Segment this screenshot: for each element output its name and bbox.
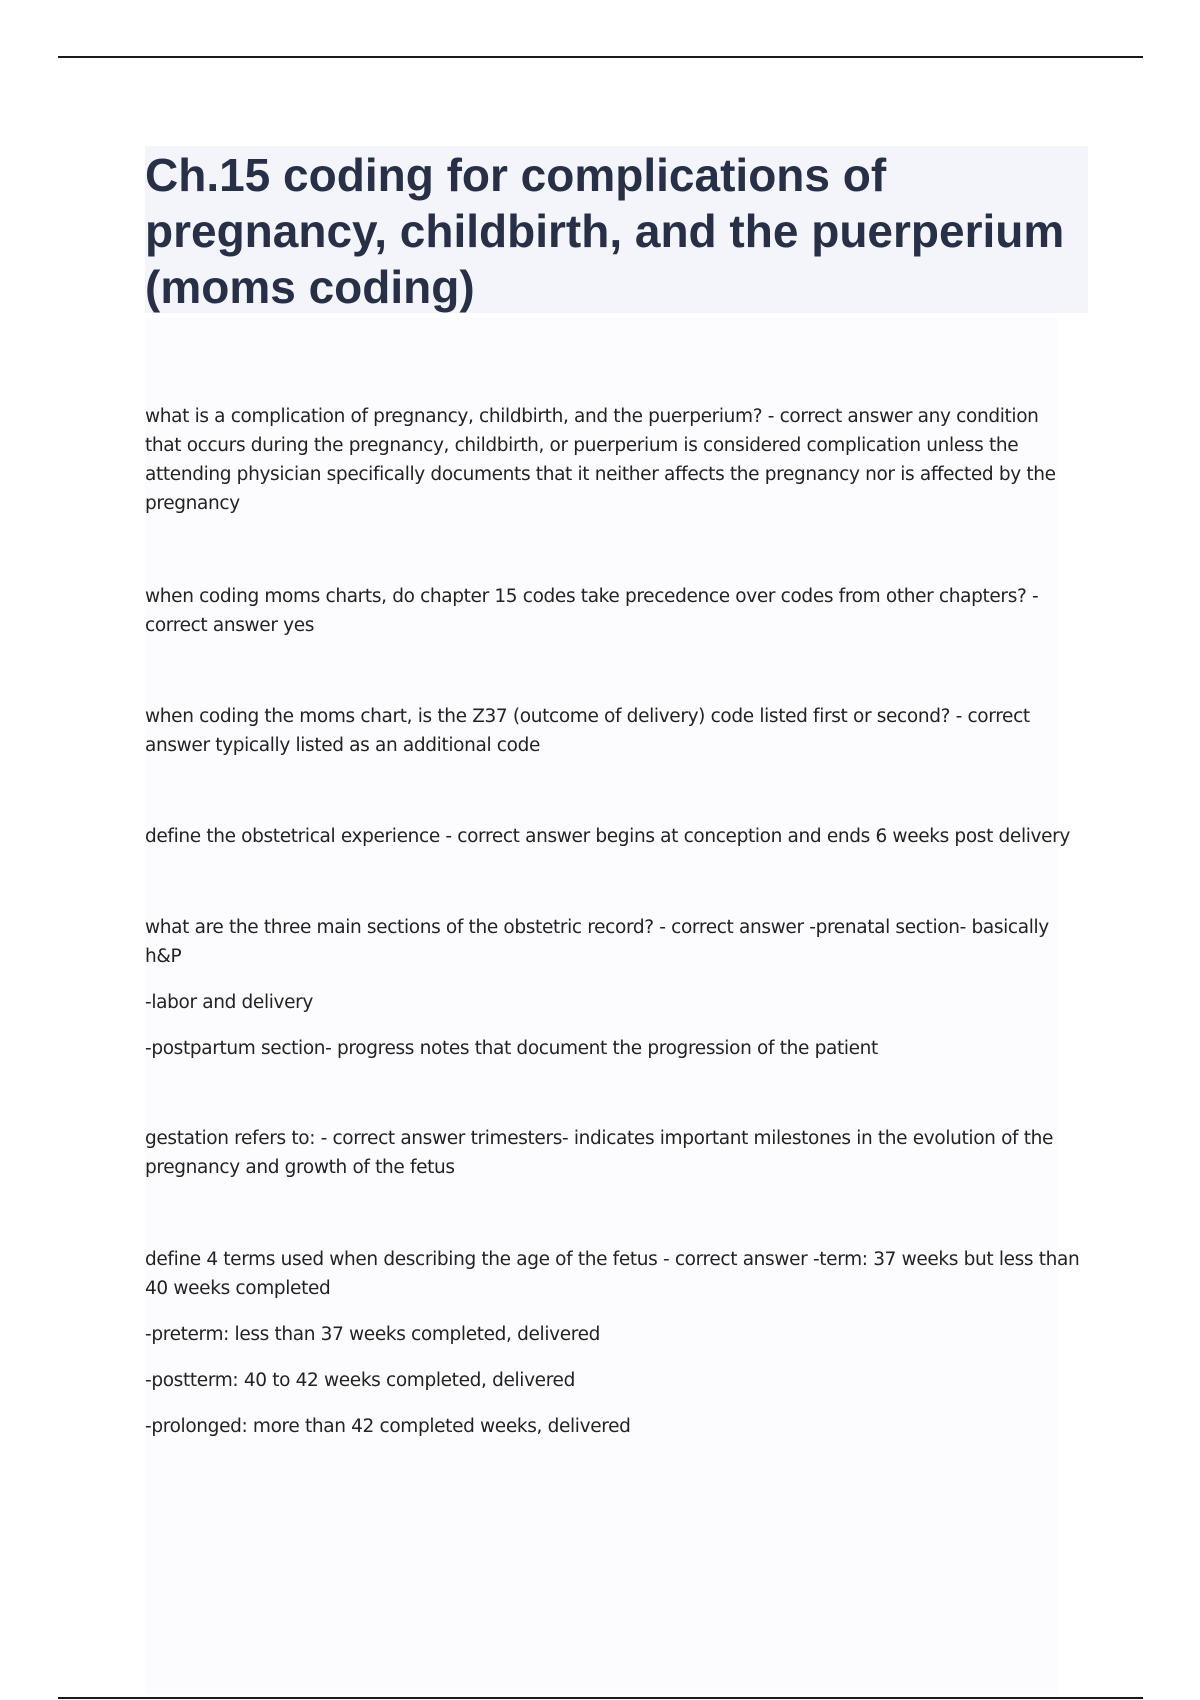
qa-text: define 4 terms used when describing the age of the fetus - correct answer -term: 37 weeks but less than 40 weeks completed: [145, 1249, 1080, 1299]
qa-item-6: [145, 1124, 1080, 1182]
qa-text: what are the three main sections of the obstetric record? - correct answer -prenatal section- basically h&P: [145, 917, 1049, 967]
qa-item-4: [145, 822, 1080, 851]
qa-item-7: [145, 1245, 1080, 1441]
top-rule: [58, 56, 1143, 58]
qa-item-5: [145, 913, 1080, 1063]
qa-item-2: [145, 582, 1080, 640]
qa-subline: -prolonged: more than 42 completed weeks, delivered: [145, 1416, 631, 1437]
title-block: [145, 146, 1088, 313]
qa-text: gestation refers to: - correct answer trimesters- indicates important milestones in the evolution of the pregnancy and growth of the fetus: [145, 1128, 1054, 1178]
qa-text: when coding the moms chart, is the Z37 (outcome of delivery) code listed first or second? - correct answer typically listed as an additional code: [145, 706, 1030, 756]
qa-text: when coding moms charts, do chapter 15 codes take precedence over codes from other chapters? - correct answer yes: [145, 586, 1039, 636]
qa-text: define the obstetrical experience - correct answer begins at conception and ends 6 weeks post delivery: [145, 826, 1071, 847]
qa-item-3: [145, 702, 1080, 760]
qa-subline: -preterm: less than 37 weeks completed, delivered: [145, 1324, 601, 1345]
qa-subline: -labor and delivery: [145, 992, 314, 1013]
qa-subline: -postterm: 40 to 42 weeks completed, delivered: [145, 1370, 575, 1391]
bottom-rule: [58, 1697, 1143, 1699]
qa-subline: -postpartum section- progress notes that document the progression of the patient: [145, 1038, 878, 1059]
qa-item-1: [145, 402, 1080, 518]
qa-text: what is a complication of pregnancy, childbirth, and the puerperium? - correct answer any condition that occurs during the pregnancy, childbirth, or puerperium is considered complication unless the attending physician specifically documents that it neither affects the pregnancy nor is affected by the pregnancy: [145, 406, 1056, 514]
page-title: Ch.15 coding for complications of pregnancy, childbirth, and the puerperium (moms coding): [145, 149, 1065, 313]
